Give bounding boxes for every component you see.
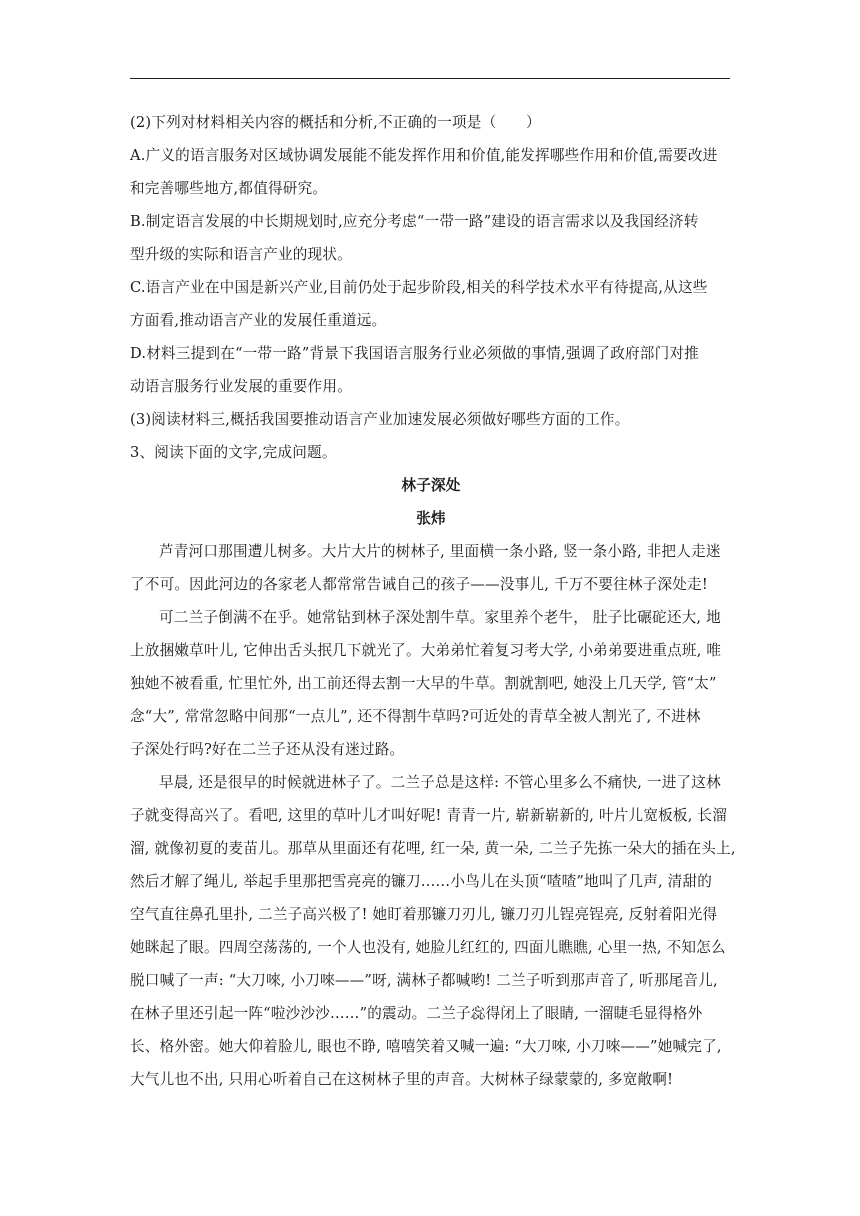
paragraph-line: 子深处行吗?好在二兰子还从没有迷过路。 xyxy=(130,741,405,758)
paragraph-line: 念“大”, 常常忽略中间那“一点儿”, 还不得割牛草吗?可近处的青草全被人割光了, 不进林 xyxy=(130,708,701,725)
paragraph-line: 独她不被看重, 忙里忙外, 出工前还得去割一大早的牛草。割就割吧, 她没上几天学, 管“太” xyxy=(130,675,717,692)
document-body xyxy=(130,106,736,1096)
paragraph-line: 她眯起了眼。四周空荡荡的, 一个人也没有, 她脸儿红红的, 四面儿瞧瞧, 心里一热, 不知怎么 xyxy=(130,939,726,956)
option-d xyxy=(130,337,732,403)
article-title: 林子深处 xyxy=(401,477,461,494)
paragraph-line: 芦青河口那围遭儿树多。大片大片的树林子, 里面横一条小路, 竖一条小路, 非把人走迷 xyxy=(159,543,721,560)
option-a-line: 和完善哪些地方,都值得研究。 xyxy=(130,180,328,197)
paragraph-line: 可二兰子倒满不在乎。她常钻到林子深处割牛草。家里养个老牛， 肚子比碾砣还大, 地 xyxy=(159,609,721,626)
article-paragraph-1 xyxy=(130,535,732,601)
option-c-line: C.语言产业在中国是新兴产业,目前仍处于起步阶段,相关的科学技术水平有待提高,从这些 xyxy=(130,279,708,296)
paragraph-line: 长、格外密。她大仰着脸儿, 眼也不睁, 嘻嘻笑着又喊一遍: “大刀唻, 小刀唻——”她喊完了, xyxy=(130,1038,722,1055)
paragraph-line: 子就变得高兴了。看吧, 这里的草叶儿才叫好呢! 青青一片, 崭新崭新的, 叶片儿宽板板, 长溜 xyxy=(130,807,727,824)
option-d-line: 动语言服务行业发展的重要作用。 xyxy=(130,378,352,395)
article-paragraph-2 xyxy=(130,601,732,766)
article-paragraph-3 xyxy=(130,766,736,1096)
paragraph-line: 在林子里还引起一阵“啦沙沙沙……”的震动。二兰子惢得闭上了眼睛, 一溜睫毛显得格外 xyxy=(130,1005,703,1022)
paragraph-line: 早晨, 还是很早的时候就进林子了。二兰子总是这样: 不管心里多么不痛快, 一进了这林 xyxy=(159,774,721,791)
header-rule xyxy=(130,78,730,79)
option-d-line: D.材料三提到在“一带一路”背景下我国语言服务行业必须做的事情,强调了政府部门对推 xyxy=(130,345,699,362)
paragraph-line: 溜, 就像初夏的麦苗儿。那草从里面还有花哩, 红一朵, 黄一朵, 二兰子先拣一朵大的插在头上, xyxy=(130,840,736,857)
paragraph-line: 大气儿也不出, 只用心听着自己在这树林子里的声音。大树林子绿蒙蒙的, 多宽敞啊! xyxy=(130,1071,674,1088)
paragraph-line: 空气直往鼻孔里扑, 二兰子高兴极了! 她盯着那镰刀刃儿, 镰刀刃儿锃亮锃亮, 反射着阳光得 xyxy=(130,906,718,923)
option-b-line: 型升级的实际和语言产业的现状。 xyxy=(130,246,352,263)
paragraph-line: 脱口喊了一声: “大刀唻, 小刀唻——”呀, 满林子都喊哟! 二兰子听到那声音了, 听那尾音儿, xyxy=(130,972,718,989)
question-2-stem: (2)下列对材料相关内容的概括和分析,不正确的一项是（ ） xyxy=(130,114,541,131)
option-c xyxy=(130,271,732,337)
option-c-line: 方面看,推动语言产业的发展任重道远。 xyxy=(130,312,387,329)
option-a xyxy=(130,139,732,205)
option-b xyxy=(130,205,732,271)
question-3-stem: (3)阅读材料三,概括我国要推动语言产业加速发展必须做好哪些方面的工作。 xyxy=(130,411,630,428)
article-author: 张炜 xyxy=(416,510,446,527)
paragraph-line: 然后才解了绳儿, 举起手里那把雪亮亮的镰刀……小鸟儿在头顶“喳喳”地叫了几声, 清甜的 xyxy=(130,873,713,890)
section-3-stem: 3、阅读下面的文字,完成问题。 xyxy=(130,444,337,461)
option-a-line: A.广义的语言服务对区域协调发展能不能发挥作用和价值,能发挥哪些作用和价值,需要改进 xyxy=(130,147,718,164)
option-b-line: B.制定语言发展的中长期规划时,应充分考虑“一带一路”建设的语言需求以及我国经济转 xyxy=(130,213,699,230)
paragraph-line: 上放捆嫩草叶儿, 它伸出舌头抿几下就光了。大弟弟忙着复习考大学, 小弟弟要进重点班, 唯 xyxy=(130,642,722,659)
paragraph-line: 了不可。因此河边的各家老人都常常告诫自己的孩子——没事儿, 千万不要往林子深处走! xyxy=(130,576,708,593)
